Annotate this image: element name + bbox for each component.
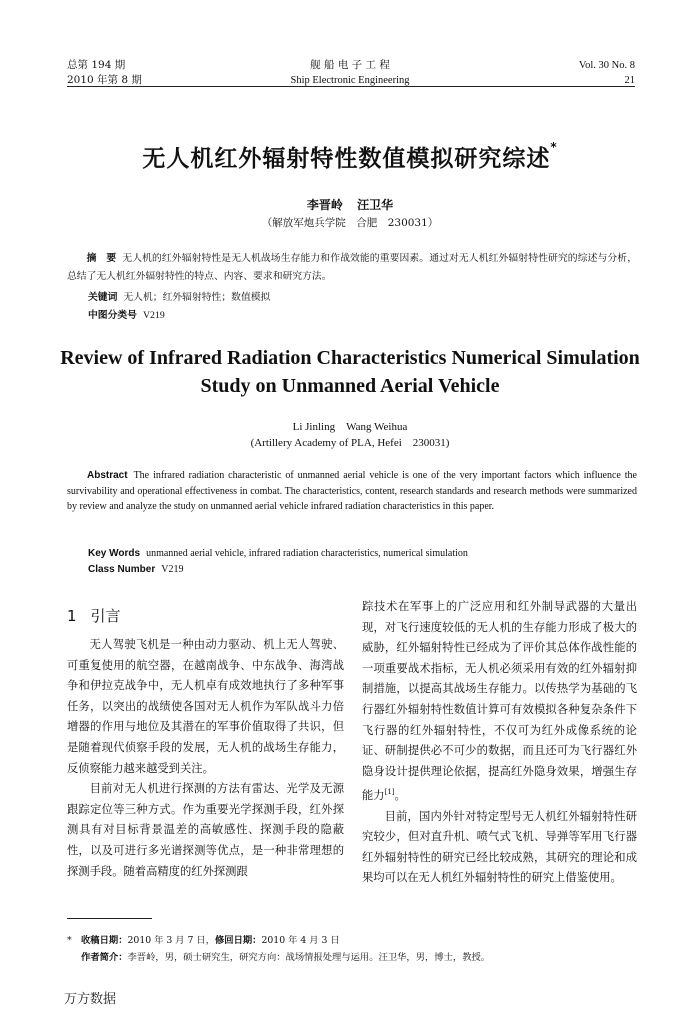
paper-title-en-line1: Review of Infrared Radiation Characteristics Numerical Simulation bbox=[60, 347, 640, 369]
paragraph: 目前对无人机进行探测的方法有雷达、光学及无源跟踪定位等三种方式。作为重要光学探测手段，红外探测具有对目标背景温差的高敏感性、探测手段的隐蔽性，以及可进行多光谱探测等优点，是一种非常理想的探测手段。随着高精度的红外探测跟 bbox=[67, 782, 344, 878]
paper-title-cn-text: 无人机红外辐射特性数值模拟研究综述 bbox=[142, 146, 551, 172]
paper-title-en bbox=[40, 344, 660, 400]
class-number-en bbox=[88, 562, 183, 578]
paragraph-end: 。 bbox=[394, 789, 406, 803]
class-number-cn-text: V219 bbox=[142, 310, 165, 321]
keywords-en-label: Key Words bbox=[88, 548, 141, 559]
issue-total: 总第 194 期 bbox=[67, 59, 126, 71]
revised-date: 2010 年 4 月 3 日 bbox=[261, 935, 340, 946]
watermark: 万方数据 bbox=[64, 992, 117, 1007]
abstract-cn-label: 摘 要 bbox=[86, 253, 117, 264]
page-number: 21 bbox=[624, 75, 635, 86]
affiliation-cn: （解放军炮兵学院 合肥 230031） bbox=[261, 217, 439, 229]
authors-cn: 李晋岭 汪卫华 bbox=[306, 198, 394, 212]
keywords-cn-label: 关键词 bbox=[88, 292, 118, 303]
running-header-left bbox=[67, 58, 142, 88]
section-heading bbox=[67, 605, 121, 626]
journal-name-cn: 舰 船 电 子 工 程 bbox=[310, 59, 390, 71]
journal-name-en: Ship Electronic Engineering bbox=[290, 75, 410, 86]
abstract-en bbox=[67, 468, 637, 515]
running-header-center bbox=[220, 58, 480, 88]
volume-number: Vol. 30 No. 8 bbox=[578, 60, 635, 71]
section-number: 1 bbox=[67, 607, 77, 625]
author-bio-label: 作者简介： bbox=[81, 952, 128, 963]
revised-label: 修回日期： bbox=[214, 935, 262, 946]
footnote-dates bbox=[67, 933, 637, 949]
body-column-left bbox=[67, 635, 344, 882]
footnote-mark: * bbox=[67, 935, 72, 946]
keywords-cn bbox=[88, 289, 270, 307]
footnote-rule bbox=[67, 918, 152, 919]
footnote-author bbox=[81, 950, 651, 966]
keywords-cn-text: 无人机；红外辐射特性；数值模拟 bbox=[123, 292, 271, 303]
header-rule bbox=[67, 86, 635, 87]
body-column-right bbox=[362, 597, 637, 889]
abstract-en-label: Abstract bbox=[87, 470, 128, 481]
class-number-cn-label: 中图分类号 bbox=[88, 310, 137, 321]
keywords-en bbox=[88, 546, 468, 562]
issue-year: 2010 年第 8 期 bbox=[67, 74, 142, 86]
paragraph: 目前，国内外针对特定型号无人机红外辐射特性研究较少，但对直升机、喷气式飞机、导弹等军用飞行器红外辐射特性的研究已经比较成熟，其研究的理论和成果均可以在无人机红外辐射特性的研究上借鉴使用。 bbox=[362, 809, 637, 885]
class-number-en-text: V219 bbox=[161, 564, 184, 575]
abstract-en-text: The infrared radiation characteristic of unmanned aerial vehicle is one of the very important factors which influence the survivability and operational effectiveness in combat. The characteristics, content, research standards and research methods were summarized by review and analyze the study on unmanned aerial vehicle infrared radiation characteristics in this paper. bbox=[67, 470, 637, 513]
paper-title-en-line2: Study on Unmanned Aerial Vehicle bbox=[200, 375, 500, 397]
section-title: 引言 bbox=[90, 607, 121, 625]
authors-en: Li Jinling Wang Weihua bbox=[292, 421, 408, 433]
class-number-cn bbox=[88, 307, 165, 325]
received-date: 2010 年 3 月 7 日， bbox=[127, 935, 215, 946]
citation-ref: [1] bbox=[384, 788, 395, 797]
running-header-right bbox=[579, 58, 635, 88]
paper-title-cn bbox=[40, 140, 660, 173]
abstract-cn bbox=[67, 250, 637, 286]
keywords-en-text: unmanned aerial vehicle, infrared radiation characteristics, numerical simulation bbox=[146, 548, 468, 559]
paragraph-continued bbox=[362, 597, 637, 807]
abstract-cn-text: 无人机的红外辐射特性是无人机战场生存能力和作战效能的重要因素。通过对无人机红外辐射特性研究的综述与分析，总结了无人机红外辐射特性的特点、内容、要求和研究方法。 bbox=[67, 253, 638, 282]
class-number-en-label: Class Number bbox=[88, 564, 156, 575]
paragraph: 无人驾驶飞机是一种由动力驱动、机上无人驾驶、可重复使用的航空器，在越南战争、中东战争、海湾战争和伊拉克战争中，无人机卓有成效地执行了多种军事任务，以突出的战绩使各国对无人机作为军队战斗力倍增器的作用与地位及其潜在的军事价值取得了共识，但是随着现代侦察手段的发展，无人机的战场生存能力，反侦察能力越来越受到关注。 bbox=[67, 638, 344, 775]
affiliation-en: (Artillery Academy of PLA, Hefei 230031) bbox=[250, 437, 450, 449]
paragraph-text: 踪技术在军事上的广泛应用和红外制导武器的大量出现，对飞行速度较低的无人机的生存能力形成了极大的威胁，红外辐射特性已经成为了评价其总体作战性能的一项重要战术指标，无人机必须采用有效的红外辐射抑制措施，以提高其战场生存能力。以传热学为基础的飞行器红外辐射特性数值计算可有效模拟各种复杂条件下飞行器的红外辐射特性，不仅可为红外成像系统的论证、研制提供必不可少的数据，而且还可为飞行器红外隐身设计提供理论依据，提高红外隐身效果，增强生存能力 bbox=[362, 600, 637, 803]
author-bio: 李晋岭，男，硕士研究生，研究方向：战场情报处理与运用。汪卫华，男，博士，教授。 bbox=[127, 952, 491, 963]
received-label: 收稿日期： bbox=[81, 935, 128, 946]
title-footnote-mark: * bbox=[550, 140, 558, 154]
